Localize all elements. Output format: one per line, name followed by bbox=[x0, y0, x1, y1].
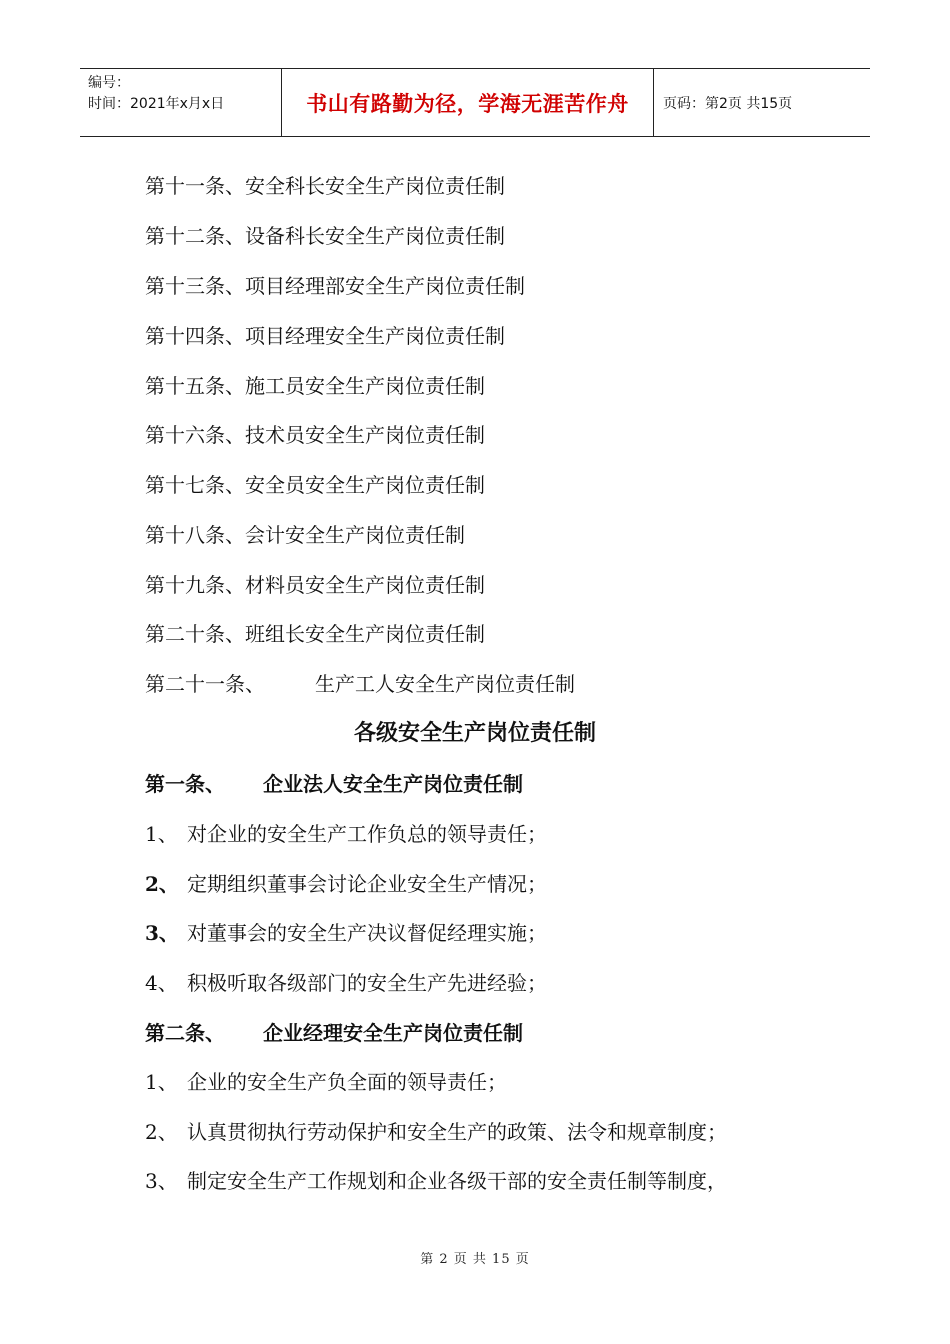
toc-item-text: 会计安全生产岗位责任制 bbox=[245, 523, 465, 547]
list-item-text: 对董事会的安全生产决议督促经理实施； bbox=[187, 921, 547, 945]
toc-item-text: 材料员安全生产岗位责任制 bbox=[245, 573, 485, 597]
toc-item-prefix: 第二十一条、 bbox=[145, 672, 265, 696]
toc-item bbox=[145, 522, 465, 548]
header-meta bbox=[80, 69, 281, 136]
list-item bbox=[145, 1069, 507, 1095]
toc-item bbox=[145, 572, 485, 598]
toc-item-text: 项目经理安全生产岗位责任制 bbox=[245, 324, 505, 348]
toc-item-prefix: 第十四条、 bbox=[145, 324, 245, 348]
toc-item-prefix: 第十七条、 bbox=[145, 473, 245, 497]
header-page-info: 页码：第2页 共15页 bbox=[663, 95, 793, 112]
list-item bbox=[145, 821, 547, 847]
list-item-text: 定期组织董事会讨论企业安全生产情况； bbox=[187, 872, 547, 896]
list-item bbox=[145, 871, 547, 897]
toc-item-prefix: 第二十条、 bbox=[145, 622, 245, 646]
toc-item bbox=[145, 373, 485, 399]
toc-item-prefix: 第十九条、 bbox=[145, 573, 245, 597]
page-footer: 第 2 页 共 15 页 bbox=[420, 1252, 530, 1267]
section-title: 各级安全生产岗位责任制 bbox=[353, 721, 596, 746]
list-item-number: 4、 bbox=[145, 971, 178, 995]
list-item-number: 2、 bbox=[145, 1120, 178, 1144]
list-item-number: 3、 bbox=[145, 1169, 178, 1193]
document-number-label: 编号： bbox=[88, 75, 130, 91]
toc-item bbox=[145, 671, 575, 697]
list-item-text: 企业的安全生产负全面的领导责任； bbox=[187, 1070, 507, 1094]
list-item bbox=[145, 1168, 727, 1194]
list-item-text: 对企业的安全生产工作负总的领导责任； bbox=[187, 822, 547, 846]
article-heading bbox=[145, 1020, 523, 1046]
toc-item-text: 班组长安全生产岗位责任制 bbox=[245, 622, 485, 646]
toc-item bbox=[145, 223, 505, 249]
header-page-info-cell bbox=[654, 69, 870, 136]
toc-item-text: 生产工人安全生产岗位责任制 bbox=[315, 672, 575, 696]
list-item-number: 1、 bbox=[145, 822, 178, 846]
list-item-number: 3、 bbox=[145, 921, 179, 945]
toc-item-prefix: 第十二条、 bbox=[145, 224, 245, 248]
header-motto: 书山有路勤为径，学海无涯苦作舟 bbox=[306, 91, 629, 116]
article-prefix: 第一条、 bbox=[145, 772, 225, 796]
toc-item bbox=[145, 173, 505, 199]
toc-item bbox=[145, 621, 485, 647]
list-item bbox=[145, 970, 547, 996]
toc-item-prefix: 第十五条、 bbox=[145, 374, 245, 398]
toc-item-prefix: 第十三条、 bbox=[145, 274, 245, 298]
toc-item-text: 安全员安全生产岗位责任制 bbox=[245, 473, 485, 497]
document-date: 时间：2021年x月x日 bbox=[88, 96, 225, 112]
page-header bbox=[80, 68, 870, 137]
header-motto-cell bbox=[281, 69, 654, 136]
toc-item-text: 设备科长安全生产岗位责任制 bbox=[245, 224, 505, 248]
article-title: 企业法人安全生产岗位责任制 bbox=[263, 772, 523, 796]
toc-item-text: 技术员安全生产岗位责任制 bbox=[245, 423, 485, 447]
list-item-text: 制定安全生产工作规划和企业各级干部的安全责任制等制度， bbox=[187, 1169, 727, 1193]
toc-item-prefix: 第十八条、 bbox=[145, 523, 245, 547]
list-item bbox=[145, 1119, 727, 1145]
article-title: 企业经理安全生产岗位责任制 bbox=[263, 1021, 523, 1045]
toc-item-prefix: 第十六条、 bbox=[145, 423, 245, 447]
list-item-number: 1、 bbox=[145, 1070, 178, 1094]
list-item-text: 积极听取各级部门的安全生产先进经验； bbox=[187, 971, 547, 995]
list-item-text: 认真贯彻执行劳动保护和安全生产的政策、法令和规章制度； bbox=[187, 1120, 727, 1144]
toc-item bbox=[145, 422, 485, 448]
article-prefix: 第二条、 bbox=[145, 1021, 225, 1045]
toc-item-text: 项目经理部安全生产岗位责任制 bbox=[245, 274, 525, 298]
toc-item bbox=[145, 472, 485, 498]
list-item bbox=[145, 920, 547, 946]
toc-item-prefix: 第十一条、 bbox=[145, 174, 245, 198]
toc-item-text: 施工员安全生产岗位责任制 bbox=[245, 374, 485, 398]
toc-item bbox=[145, 273, 525, 299]
list-item-number: 2、 bbox=[145, 872, 179, 896]
toc-item-text: 安全科长安全生产岗位责任制 bbox=[245, 174, 505, 198]
toc-item bbox=[145, 323, 505, 349]
article-heading bbox=[145, 771, 523, 797]
